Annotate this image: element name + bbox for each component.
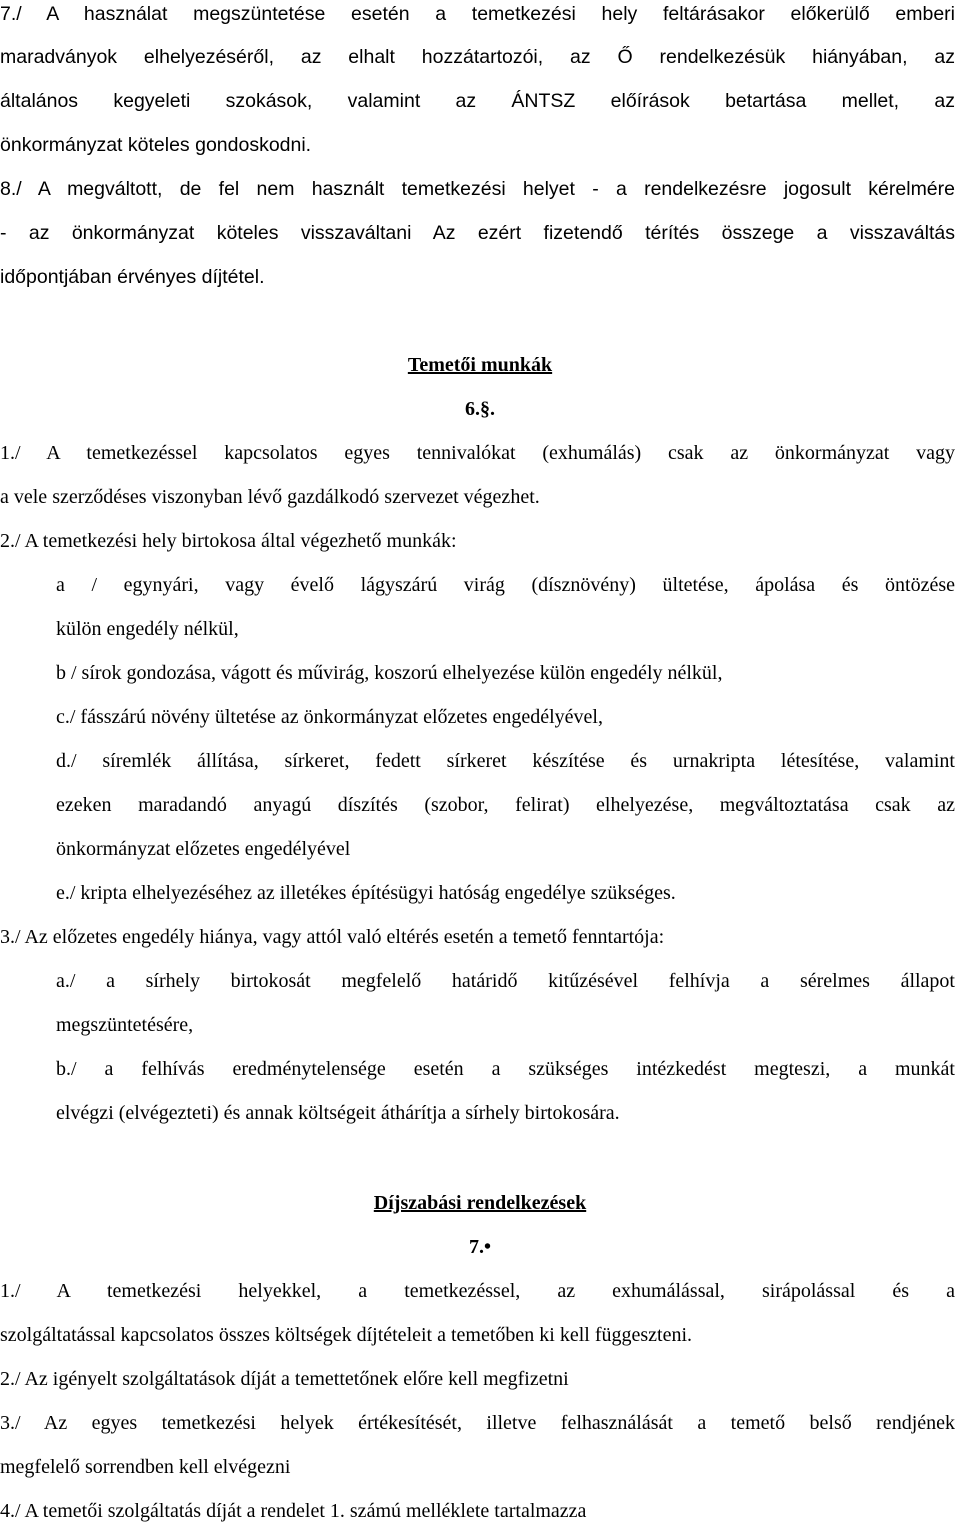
section-6-p2-a-line-2: külön engedély nélkül,: [56, 618, 239, 640]
section-6-number: 6.§.: [465, 398, 495, 420]
section-6-p3-a-line-2: megszüntetésére,: [56, 1014, 194, 1036]
paragraph-7-line-4: önkormányzat köteles gondoskodni.: [0, 134, 312, 156]
paragraph-7-line-2: maradványok elhelyezéséről, az elhalt hozzátartozói, az Ő rendelkezésük hiányában, az: [0, 46, 955, 68]
section-7-title: Díjszabási rendelkezések: [373, 1192, 587, 1214]
section-7-p2: 2./ Az igényelt szolgáltatások díját a temettetőnek előre kell megfizetni: [0, 1368, 569, 1390]
section-6-p2-e: e./ kripta elhelyezéséhez az illetékes építésügyi hatóság engedélye szükséges.: [56, 882, 676, 904]
section-7-p3-line-2: megfelelő sorrendben kell elvégezni: [0, 1456, 291, 1478]
section-6-p2-d-line-2: ezeken maradandó anyagú díszítés (szobor, felirat) elhelyezése, megváltoztatása csak az: [56, 794, 955, 816]
section-6-p1-line-1: 1./ A temetkezéssel kapcsolatos egyes tennivalókat (exhumálás) csak az önkormányzat vagy: [0, 442, 955, 464]
section-6-p3-intro: 3./ Az előzetes engedély hiánya, vagy attól való eltérés esetén a temető fenntartója:: [0, 926, 665, 948]
section-6-p2-a-line-1: a / egynyári, vagy évelő lágyszárú virág (dísznövény) ültetése, ápolása és öntözése: [56, 574, 955, 596]
section-6-p2-d-line-3: önkormányzat előzetes engedélyével: [56, 838, 351, 860]
section-6-p3-b-line-2: elvégzi (elvégezteti) és annak költségeit áthárítja a sírhely birtokosára.: [56, 1102, 620, 1124]
paragraph-7-line-3: általános kegyeleti szokások, valamint az ÁNTSZ előírások betartása mellet, az: [0, 90, 955, 112]
paragraph-8-line-2: - az önkormányzat köteles visszaváltani Az ezért fizetendő térítés összege a visszaváltás: [0, 222, 955, 244]
paragraph-7-line-1: 7./ A használat megszüntetése esetén a temetkezési hely feltárásakor előkerülő emberi: [0, 3, 955, 25]
section-6-p2-c: c./ fásszárú növény ültetése az önkormányzat előzetes engedélyével,: [56, 706, 603, 728]
section-6-p1-line-2: a vele szerződéses viszonyban lévő gazdálkodó szervezet végezhet.: [0, 486, 540, 508]
section-7-number: 7.•: [468, 1236, 491, 1258]
section-6-p2-b: b / sírok gondozása, vágott és művirág, koszorú elhelyezése külön engedély nélkül,: [56, 662, 723, 684]
section-6-p2-intro: 2./ A temetkezési hely birtokosa által végezhető munkák:: [0, 530, 457, 552]
section-6-p3-a-line-1: a./ a sírhely birtokosát megfelelő határidő kitűzésével felhívja a sérelmes állapot: [56, 970, 955, 992]
section-6-p2-d-line-1: d./ síremlék állítása, sírkeret, fedett sírkeret készítése és urnakripta létesítése, valamint: [56, 750, 955, 772]
section-7-p4: 4./ A temetői szolgáltatás díját a rendelet 1. számú melléklete tartalmazza: [0, 1500, 587, 1522]
section-7-p3-line-1: 3./ Az egyes temetkezési helyek értékesítését, illetve felhasználását a temető belső rendjének: [0, 1412, 955, 1434]
paragraph-8-line-1: 8./ A megváltott, de fel nem használt temetkezési helyet - a rendelkezésre jogosult kérelmére: [0, 178, 955, 200]
section-6-p3-b-line-1: b./ a felhívás eredménytelensége esetén a szükséges intézkedést megteszi, a munkát: [56, 1058, 955, 1080]
section-7-p1-line-2: szolgáltatással kapcsolatos összes költségek díjtételeit a temetőben ki kell függeszteni.: [0, 1324, 693, 1346]
section-6-title: Temetői munkák: [407, 354, 553, 376]
section-7-p1-line-1: 1./ A temetkezési helyekkel, a temetkezéssel, az exhumálással, sirápolással és a: [0, 1280, 955, 1302]
paragraph-8-line-3: időpontjában érvényes díjtétel.: [0, 266, 265, 288]
